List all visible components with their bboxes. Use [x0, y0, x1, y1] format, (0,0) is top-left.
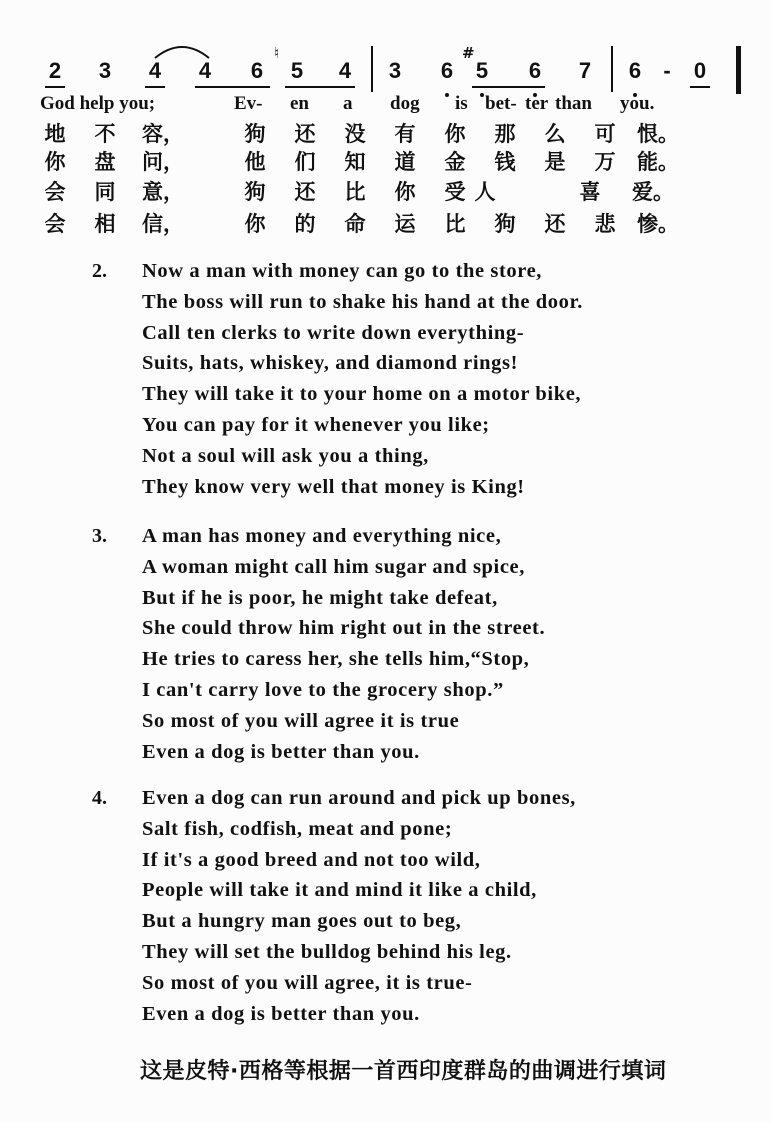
lyric-char-zh: 地 — [44, 122, 66, 146]
verse-line: People will take it and mind it like a child, — [142, 879, 537, 902]
footer-note: 这是皮特·西格等根据一首西印度群岛的曲调进行填词 — [140, 1059, 667, 1084]
eighth-underline — [472, 86, 545, 88]
verse-line: Salt fish, codfish, meat and pone; — [142, 817, 453, 840]
lyric-char-zh: 还 — [294, 122, 316, 146]
verse-line: So most of you will agree, it is true- — [142, 971, 473, 994]
note: 0 — [693, 58, 707, 83]
note: 5 — [290, 58, 304, 83]
lyric-char-zh: 有 — [394, 122, 416, 146]
lyric-char-zh: 同 — [94, 180, 116, 204]
lyric-char-zh: 你 — [244, 212, 266, 236]
final-barline — [736, 46, 741, 94]
octave-dot — [480, 93, 484, 97]
note: 4 — [198, 58, 212, 83]
lyric-word-en: you. — [620, 93, 655, 114]
verse-line: Even a dog is better than you. — [142, 740, 420, 763]
lyric-word-en: is — [455, 93, 468, 114]
lyric-word-en: a — [343, 93, 353, 114]
note: 3 — [98, 58, 112, 83]
note: 6 — [628, 58, 642, 83]
octave-dot — [445, 93, 449, 97]
eighth-underline — [45, 86, 65, 88]
note: 3 — [388, 58, 402, 83]
lyric-word-en: dog — [390, 93, 420, 114]
lyric-char-zh: 命 — [344, 212, 366, 236]
eighth-underline — [195, 86, 270, 88]
lyric-char-zh: 还 — [544, 212, 566, 236]
verse-line: Suits, hats, whiskey, and diamond rings! — [142, 352, 519, 375]
verse-line: Not a soul will ask you a thing, — [142, 444, 429, 467]
lyric-char-zh: 恨。 — [637, 122, 679, 146]
verse-number: 3. — [92, 525, 107, 547]
verse-line: But a hungry man goes out to beg, — [142, 910, 462, 933]
lyric-char-zh: 人 — [474, 180, 496, 204]
note: 4 — [338, 58, 352, 83]
lyric-char-zh: 问， — [142, 150, 184, 174]
slur — [152, 40, 212, 60]
lyric-char-zh: 会 — [44, 212, 66, 236]
lyric-char-zh: 钱 — [494, 150, 516, 174]
lyric-word-en: bet- — [485, 93, 517, 114]
lyric-char-zh: 还 — [294, 180, 316, 204]
verse-line: Even a dog can run around and pick up bones, — [142, 787, 576, 809]
note: 6 — [528, 58, 542, 83]
note: 4 — [148, 58, 162, 83]
lyric-char-zh: 受 — [444, 180, 466, 204]
lyric-char-zh: 信， — [142, 212, 184, 236]
lyric-char-zh: 的 — [294, 212, 316, 236]
barline — [371, 46, 373, 92]
lyric-char-zh: 惨。 — [637, 212, 679, 236]
eighth-underline — [690, 86, 710, 88]
verse-line: The boss will run to shake his hand at the door. — [142, 290, 584, 313]
lyric-word-en: ter — [525, 93, 549, 114]
lyric-char-zh: 运 — [394, 212, 416, 236]
lyric-char-zh: 能。 — [637, 150, 679, 174]
natural-sign: ♮ — [274, 44, 280, 62]
lyric-char-zh: 你 — [44, 150, 66, 174]
lyric-char-zh: 没 — [344, 122, 366, 146]
verse-line: He tries to caress her, she tells him,“Stop, — [142, 648, 530, 671]
lyric-char-zh: 爱。 — [632, 180, 674, 204]
lyric-char-zh: 狗 — [244, 180, 266, 204]
verse-line: Even a dog is better than you. — [142, 1002, 420, 1025]
lyric-char-zh: 狗 — [244, 122, 266, 146]
lyric-char-zh: 道 — [394, 150, 416, 174]
verse-line: They know very well that money is King! — [142, 475, 525, 498]
note: 6 — [250, 58, 264, 83]
lyric-char-zh: 狗 — [494, 212, 516, 236]
verse-line: They will set the bulldog behind his leg. — [142, 941, 512, 963]
note: - — [663, 58, 671, 83]
lyric-word-en: God help you; — [40, 93, 156, 114]
verse-line: Now a man with money can go to the store, — [142, 260, 543, 282]
verse-line: I can't carry love to the grocery shop.” — [142, 679, 504, 701]
lyric-char-zh: 万 — [594, 150, 616, 174]
verse-line: You can pay for it whenever you like; — [142, 414, 490, 436]
barline — [611, 46, 613, 92]
lyric-word-en: en — [290, 93, 309, 114]
eighth-underline — [285, 86, 355, 88]
lyric-char-zh: 你 — [394, 180, 416, 204]
lyric-char-zh: 相 — [94, 212, 116, 236]
lyric-char-zh: 比 — [444, 212, 466, 236]
verse-line: She could throw him right out in the street. — [142, 617, 546, 640]
lyric-char-zh: 喜 — [579, 180, 601, 204]
lyric-char-zh: 可 — [594, 122, 616, 146]
lyric-char-zh: 你 — [444, 122, 466, 146]
sharp-sign: # — [462, 44, 475, 62]
lyric-char-zh: 那 — [494, 122, 516, 146]
lyric-word-en: than — [555, 93, 592, 114]
verse-line: But if he is poor, he might take defeat, — [142, 586, 498, 609]
lyric-char-zh: 容， — [142, 122, 184, 146]
lyric-word-en: Ev- — [234, 93, 263, 114]
note: 6 — [440, 58, 454, 83]
lyric-char-zh: 金 — [444, 150, 466, 174]
lyric-char-zh: 悲 — [594, 212, 616, 236]
lyric-char-zh: 比 — [344, 180, 366, 204]
eighth-underline — [145, 86, 165, 88]
lyric-char-zh: 知 — [344, 150, 366, 174]
lyric-char-zh: 不 — [94, 122, 116, 146]
note: 7 — [578, 58, 592, 83]
verse-line: A woman might call him sugar and spice, — [142, 555, 525, 578]
verse-line: Call ten clerks to write down everything- — [142, 321, 525, 344]
note: 2 — [48, 58, 62, 83]
verse-number: 4. — [92, 787, 107, 809]
verse-number: 2. — [92, 260, 107, 282]
verse-line: So most of you will agree it is true — [142, 709, 460, 732]
lyric-char-zh: 意， — [142, 180, 184, 204]
lyric-char-zh: 是 — [544, 150, 566, 174]
lyric-char-zh: 会 — [44, 180, 66, 204]
note: 5 — [475, 58, 489, 83]
verse-line: They will take it to your home on a motor bike, — [142, 383, 582, 406]
lyric-char-zh: 么 — [544, 122, 566, 146]
lyric-char-zh: 盘 — [94, 150, 116, 174]
verse-line: A man has money and everything nice, — [142, 525, 502, 547]
lyric-char-zh: 们 — [294, 150, 316, 174]
lyric-char-zh: 他 — [244, 150, 266, 174]
verse-line: If it's a good breed and not too wild, — [142, 848, 481, 871]
